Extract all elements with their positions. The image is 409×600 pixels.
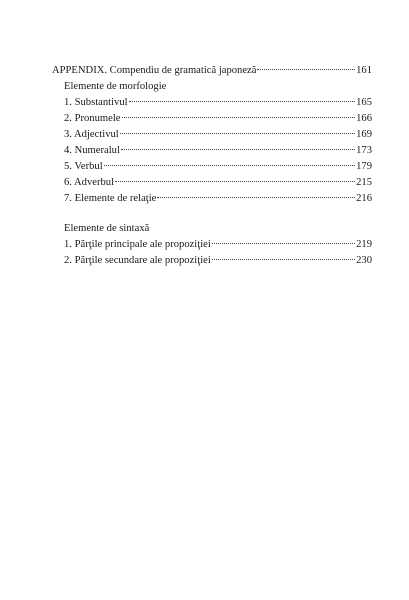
toc-entry-label: 6. Adverbul <box>64 177 115 188</box>
toc-entry-label: 1. Părţile principale ale propoziţiei <box>64 239 211 250</box>
toc-entry[interactable] <box>52 128 372 144</box>
table-of-contents <box>52 64 372 270</box>
dot-leader <box>212 243 355 244</box>
section-heading-morphology: Elemente de morfologie <box>64 81 167 92</box>
toc-entry-label: 1. Substantivul <box>64 97 128 108</box>
dot-leader <box>120 133 355 134</box>
dot-leader <box>122 117 356 118</box>
dot-leader <box>129 101 356 102</box>
toc-page-number: 215 <box>356 177 372 188</box>
toc-entry[interactable] <box>52 176 372 192</box>
toc-entry-label: 7. Elemente de relaţie <box>64 193 157 204</box>
toc-entry[interactable] <box>52 96 372 112</box>
toc-entry-label: APPENDIX. Compendiu de gramatică japoneză <box>52 65 257 76</box>
toc-entry[interactable] <box>52 144 372 160</box>
toc-entry[interactable] <box>52 254 372 270</box>
toc-entry[interactable] <box>52 238 372 254</box>
toc-page-number: 179 <box>356 161 372 172</box>
toc-entry-label: 2. Părţile secundare ale propoziţiei <box>64 255 211 266</box>
dot-leader <box>115 181 355 182</box>
section-spacer <box>52 208 372 222</box>
toc-page-number: 161 <box>356 65 372 76</box>
toc-page-number: 216 <box>356 193 372 204</box>
toc-entry-label: 3. Adjectivul <box>64 129 119 140</box>
toc-entry[interactable] <box>52 160 372 176</box>
dot-leader <box>157 197 355 198</box>
section-heading-syntax: Elemente de sintaxă <box>64 223 150 234</box>
toc-entry-label: 2. Pronumele <box>64 113 121 124</box>
dot-leader <box>121 149 355 150</box>
toc-entry-label: 5. Verbul <box>64 161 103 172</box>
dot-leader <box>212 259 355 260</box>
toc-page-number: 166 <box>356 113 372 124</box>
toc-entry-label: 4. Numeralul <box>64 145 120 156</box>
toc-page-number: 230 <box>356 255 372 266</box>
dot-leader <box>257 69 355 70</box>
toc-entry[interactable] <box>52 192 372 208</box>
toc-page-number: 169 <box>356 129 372 140</box>
toc-page-number: 219 <box>356 239 372 250</box>
dot-leader <box>104 165 355 166</box>
toc-page-number: 173 <box>356 145 372 156</box>
toc-entry-appendix[interactable] <box>52 64 372 80</box>
toc-page-number: 165 <box>356 97 372 108</box>
toc-entry[interactable] <box>52 112 372 128</box>
